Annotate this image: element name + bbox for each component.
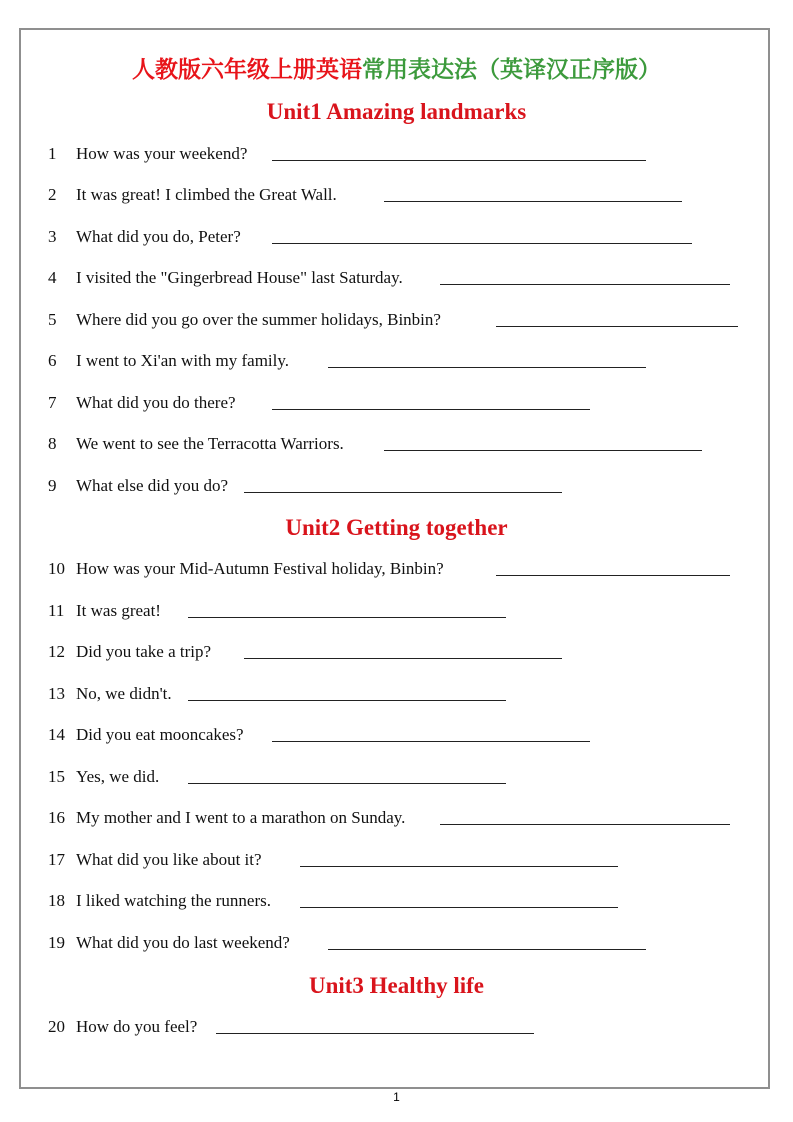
item-number: 5: [48, 310, 57, 329]
title-part-2: 常用表达法（英译汉正序版）: [362, 56, 661, 83]
answer-blank[interactable]: [300, 866, 618, 867]
item-text: How was your Mid-Autumn Festival holiday, Binbin?: [76, 559, 444, 578]
answer-blank[interactable]: [496, 326, 738, 327]
answer-blank[interactable]: [188, 783, 506, 784]
answer-blank[interactable]: [328, 949, 646, 950]
title-part-1: 人教版六年级上册英语: [132, 56, 362, 83]
item-number: 6: [48, 351, 57, 370]
item-number: 16: [48, 808, 65, 827]
item-text: Yes, we did.: [76, 767, 160, 786]
list-item: [48, 223, 748, 251]
item-text: I liked watching the runners.: [76, 891, 271, 910]
item-text: It was great!: [76, 601, 161, 620]
answer-blank[interactable]: [188, 700, 506, 701]
answer-blank[interactable]: [272, 160, 646, 161]
item-text: What else did you do?: [76, 476, 229, 495]
item-text: What did you do there?: [76, 393, 236, 412]
page-number: 1: [393, 1090, 400, 1104]
item-text: I went to Xi'an with my family.: [76, 351, 290, 370]
item-number: 12: [48, 642, 65, 661]
list-item: [48, 555, 748, 583]
answer-blank[interactable]: [384, 201, 682, 202]
answer-blank[interactable]: [440, 284, 730, 285]
list-item: [48, 721, 748, 749]
list-item: [48, 804, 748, 832]
document-title: [0, 54, 793, 86]
item-text: How do you feel?: [76, 1017, 198, 1036]
item-number: 7: [48, 393, 57, 412]
item-text: We went to see the Terracotta Warriors.: [76, 434, 344, 453]
list-item: [48, 430, 748, 458]
answer-blank[interactable]: [384, 450, 702, 451]
item-number: 20: [48, 1017, 65, 1036]
list-item: [48, 1013, 748, 1041]
list-item: [48, 846, 748, 874]
answer-blank[interactable]: [300, 907, 618, 908]
item-number: 19: [48, 933, 65, 952]
list-item: [48, 929, 748, 957]
item-number: 14: [48, 725, 65, 744]
item-text: My mother and I went to a marathon on Sunday.: [76, 808, 406, 827]
item-text: What did you do, Peter?: [76, 227, 241, 246]
item-text: Where did you go over the summer holidays, Binbin?: [76, 310, 441, 329]
item-number: 11: [48, 601, 65, 620]
list-item: [48, 597, 748, 625]
list-item: [48, 347, 748, 375]
list-item: [48, 306, 748, 334]
answer-blank[interactable]: [272, 243, 692, 244]
unit-1-heading: Unit1 Amazing landmarks: [266, 99, 527, 124]
item-text: How was your weekend?: [76, 144, 248, 163]
answer-blank[interactable]: [328, 367, 646, 368]
item-number: 10: [48, 559, 65, 578]
item-text: Did you take a trip?: [76, 642, 212, 661]
item-number: 2: [48, 185, 57, 204]
item-number: 1: [48, 144, 57, 163]
unit-3-heading: Unit3 Healthy life: [308, 973, 485, 998]
list-item: [48, 763, 748, 791]
item-number: 9: [48, 476, 57, 495]
list-item: [48, 472, 748, 500]
item-number: 15: [48, 767, 65, 786]
list-item: [48, 264, 748, 292]
answer-blank[interactable]: [244, 492, 562, 493]
item-number: 13: [48, 684, 65, 703]
item-text: It was great! I climbed the Great Wall.: [76, 185, 337, 204]
answer-blank[interactable]: [272, 409, 590, 410]
list-item: [48, 680, 748, 708]
item-text: No, we didn't.: [76, 684, 172, 703]
answer-blank[interactable]: [188, 617, 506, 618]
item-number: 17: [48, 850, 65, 869]
item-text: What did you like about it?: [76, 850, 262, 869]
answer-blank[interactable]: [496, 575, 730, 576]
unit-2-heading: Unit2 Getting together: [285, 515, 508, 540]
list-item: [48, 389, 748, 417]
item-number: 8: [48, 434, 57, 453]
item-number: 3: [48, 227, 57, 246]
item-text: I visited the "Gingerbread House" last Saturday.: [76, 268, 403, 287]
item-number: 18: [48, 891, 65, 910]
answer-blank[interactable]: [244, 658, 562, 659]
answer-blank[interactable]: [272, 741, 590, 742]
item-text: What did you do last weekend?: [76, 933, 290, 952]
item-number: 4: [48, 268, 57, 287]
answer-blank[interactable]: [440, 824, 730, 825]
list-item: [48, 140, 748, 168]
item-text: Did you eat mooncakes?: [76, 725, 244, 744]
list-item: [48, 887, 748, 915]
list-item: [48, 638, 748, 666]
list-item: [48, 181, 748, 209]
answer-blank[interactable]: [216, 1033, 534, 1034]
